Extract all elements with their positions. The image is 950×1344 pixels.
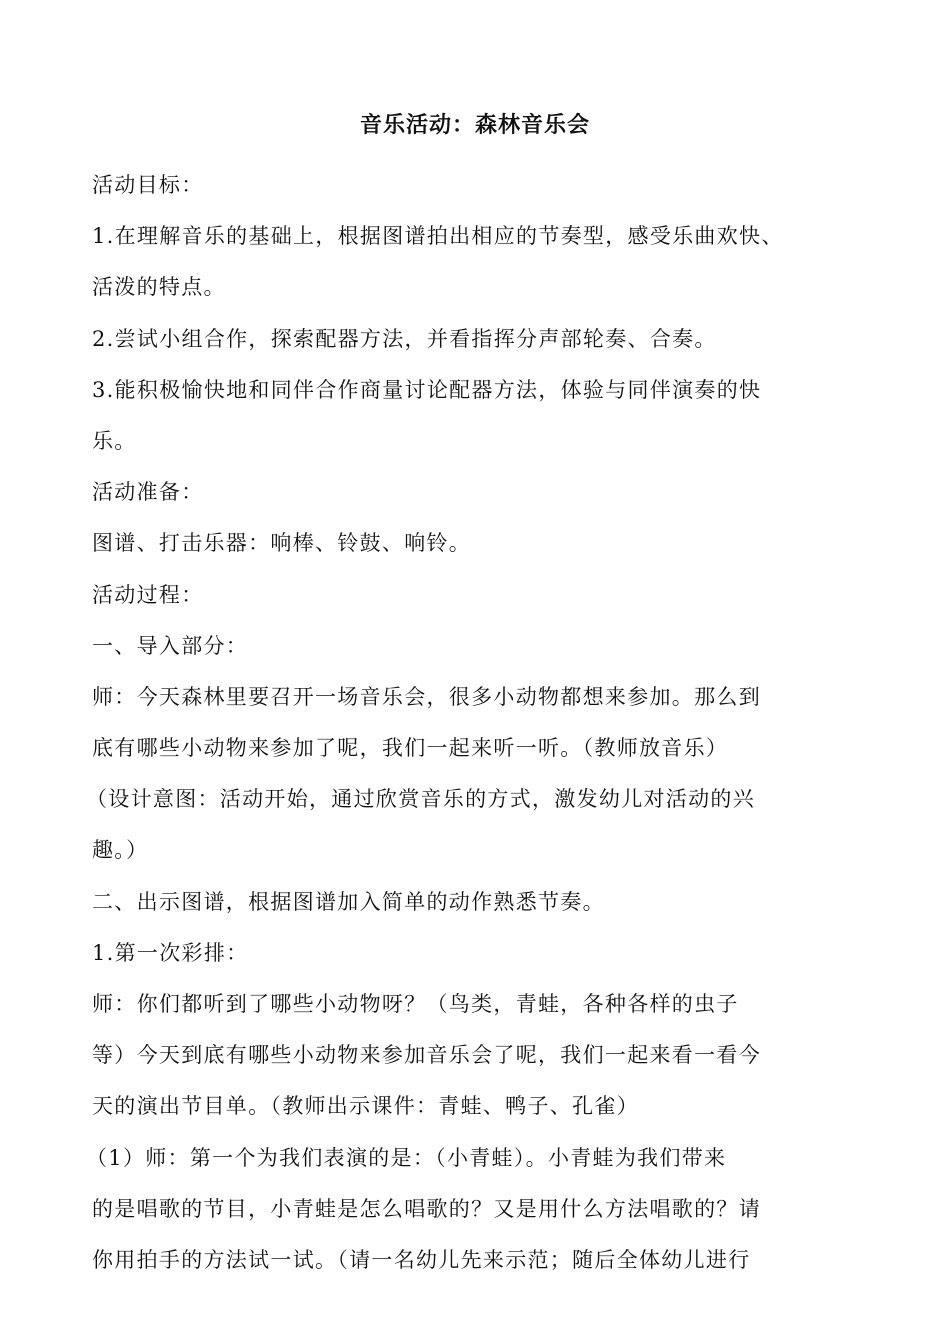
section-heading-preparation: 活动准备： <box>92 480 204 505</box>
paragraph-line: 3.能积极愉快地和同伴合作商量讨论配器方法，体验与同伴演奏的快 <box>92 377 762 402</box>
section-heading-process: 活动过程： <box>92 582 204 607</box>
document-body <box>86 160 862 1286</box>
paragraph-line: 1.第一次彩排： <box>92 940 249 965</box>
section-heading-goals: 活动目标： <box>92 173 204 197</box>
paragraph-line: 等）今天到底有哪些小动物来参加音乐会了呢，我们一起来看一看今 <box>92 1043 761 1068</box>
paragraph-line: 天的演出节目单。（教师出示课件：青蛙、鸭子、孔雀） <box>92 1094 639 1119</box>
paragraph-line: 你用拍手的方法试一试。（请一名幼儿先来示范；随后全体幼儿进行 <box>92 1247 751 1272</box>
subsection-heading: 二、出示图谱，根据图谱加入简单的动作熟悉节奏。 <box>92 889 605 914</box>
paragraph-line: 1.在理解音乐的基础上，根据图谱拍出相应的节奏型，感受乐曲欢快、 <box>92 224 784 249</box>
paragraph-line: 底有哪些小动物来参加了呢，我们一起来听一听。（教师放音乐） <box>92 736 729 761</box>
paragraph-line: 趣。） <box>92 838 149 863</box>
paragraph-line: 2.尝试小组合作，探索配器方法，并看指挥分声部轮奏、合奏。 <box>92 326 717 351</box>
document-title: 音乐活动：森林音乐会 <box>359 113 590 138</box>
paragraph-line: 师：今天森林里要召开一场音乐会，很多小动物都想来参加。那么到 <box>92 684 761 709</box>
paragraph-line: 的是唱歌的节目，小青蛙是怎么唱歌的？又是用什么方法唱歌的？请 <box>92 1196 761 1221</box>
paragraph-line: 师：你们都听到了哪些小动物呀？（鸟类，青蛙，各种各样的虫子 <box>92 992 739 1016</box>
paragraph-line: 乐。 <box>92 428 137 453</box>
paragraph-line: （1）师：第一个为我们表演的是：（小青蛙）。小青蛙为我们带来 <box>86 1145 727 1170</box>
subsection-heading: 一、导入部分： <box>92 633 249 658</box>
paragraph-line: （设计意图：活动开始，通过欣赏音乐的方式，激发幼儿对活动的兴 <box>86 787 755 812</box>
paragraph-line: 活泼的特点。 <box>92 275 226 300</box>
paragraph-line: 图谱、打击乐器：响棒、铃鼓、响铃。 <box>92 531 472 556</box>
